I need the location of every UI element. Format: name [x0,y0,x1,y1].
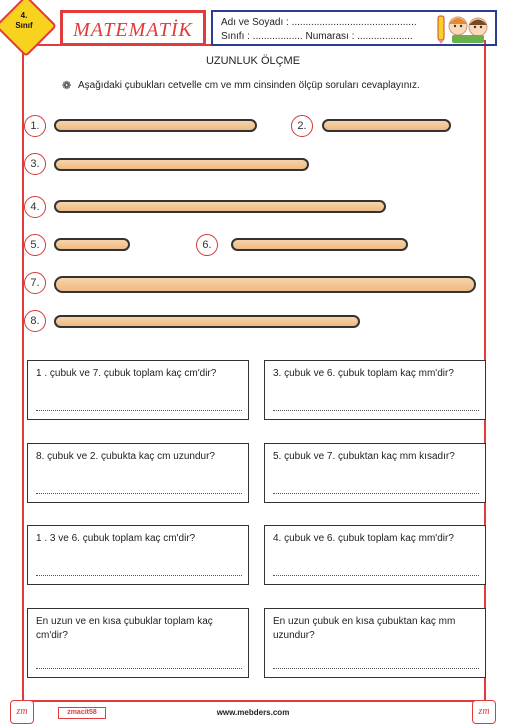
question-text: 1 . çubuk ve 7. çubuk toplam kaç cm'dir? [36,368,217,379]
answer-line[interactable] [273,492,479,494]
frame-left [22,40,24,700]
question-text: En uzun çubuk en kısa çubuktan kaç mm uzundur? [273,616,456,641]
section-title: UZUNLUK ÖLÇME [205,55,301,67]
stick-4 [54,200,386,213]
answer-line[interactable] [36,492,242,494]
question-text: 3. çubuk ve 6. çubuk toplam kaç mm'dir? [273,368,454,379]
stick-label-4: 4. [24,196,46,218]
question-box-8 [264,608,486,678]
stick-3 [54,158,309,171]
stick-label-6: 6. [196,234,218,256]
site-link[interactable]: www.mebders.com [216,708,290,717]
question-box-5 [27,525,249,585]
answer-line[interactable] [273,667,479,669]
instruction: Aşağıdaki çubukları cetvelle cm ve mm cinsinden ölçüp soruları cevaplayınız. [78,80,420,91]
stick-label-1: 1. [24,115,46,137]
question-box-4 [264,443,486,503]
question-box-7 [27,608,249,678]
frame-bottom [22,700,484,702]
stick-2 [322,119,451,132]
question-text: 8. çubuk ve 2. çubukta kaç cm uzundur? [36,451,215,462]
stick-5 [54,238,130,251]
question-text: En uzun ve en kısa çubuklar toplam kaç cm'dir? [36,616,213,641]
stick-label-2: 2. [291,115,313,137]
stick-7 [54,276,476,293]
question-text: 1 . 3 ve 6. çubuk toplam kaç cm'dir? [36,533,196,544]
stick-label-5: 5. [24,234,46,256]
question-box-6 [264,525,486,585]
question-box-3 [27,443,249,503]
name-line: Adı ve Soyadı : ............................................. [221,17,417,28]
page-title: MATEMATİK [73,19,193,41]
answer-line[interactable] [36,409,242,411]
grade-label [6,11,42,31]
kids-icon [436,12,492,44]
stick-label-8: 8. [24,310,46,332]
question-text: 5. çubuk ve 7. çubuktan kaç mm kısadır? [273,451,455,462]
question-text: 4. çubuk ve 6. çubuk toplam kaç mm'dir? [273,533,454,544]
stick-1 [54,119,257,132]
answer-line[interactable] [273,409,479,411]
answer-line[interactable] [273,574,479,576]
stick-6 [231,238,408,251]
author-badge: zmacit58 [58,707,106,719]
corner-logo-left: zm [10,700,34,724]
class-line: Sınıfı : .................. Numarası : .................... [221,31,413,42]
question-box-1 [27,360,249,420]
stick-label-7: 7. [24,272,46,294]
stick-8 [54,315,360,328]
title-box [60,10,206,46]
grade-sub: Sınıf [15,21,33,30]
answer-line[interactable] [36,574,242,576]
answer-line[interactable] [36,667,242,669]
stick-label-3: 3. [24,153,46,175]
corner-logo-right: zm [472,700,496,724]
question-box-2 [264,360,486,420]
gear-icon: ❁ [62,80,72,92]
grade-number: 4. [20,11,28,20]
